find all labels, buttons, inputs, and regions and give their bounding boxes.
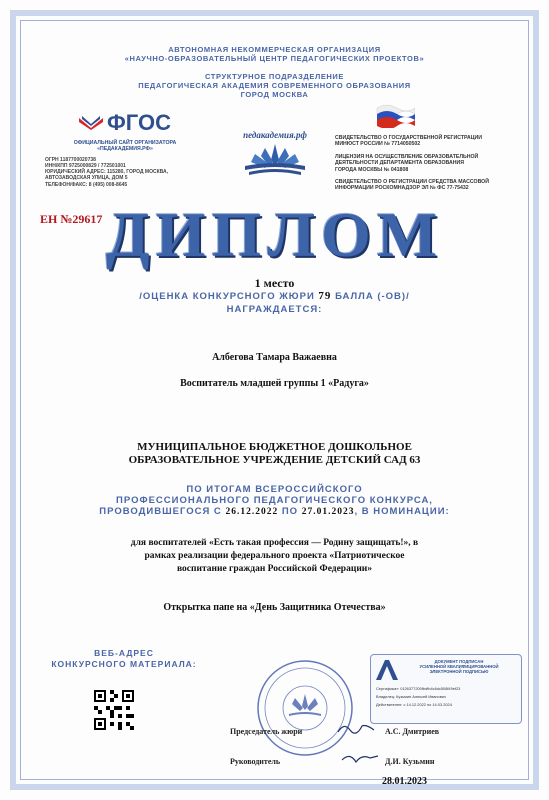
- registration-block-1: [335, 135, 515, 148]
- book-lotus-icon: [235, 140, 315, 178]
- web-label-line-1: ВЕБ-АДРЕС: [94, 648, 154, 658]
- e-sign-title-1: ДОКУМЕНТ ПОДПИСАН: [434, 659, 484, 664]
- nomination-line-2: рамках реализации федерального проекта «Патриотическое: [144, 551, 405, 561]
- e-sign-owner: Владелец: Кузьмин Алексей Иванович: [376, 694, 446, 699]
- e-sign-valid: Действителен: с 14.12.2022 по 14.03.2024: [376, 702, 452, 707]
- detail-line: ИНН/КПП 9725000829 / 772501001: [45, 163, 126, 170]
- web-label-line-2: КОНКУРСНОГО МАТЕРИАЛА:: [51, 659, 197, 669]
- left-info: [45, 110, 205, 188]
- site-label: [45, 140, 205, 153]
- e-signature-box: [370, 654, 522, 724]
- score-suffix: БАЛЛА (-ОВ)/: [335, 291, 410, 302]
- jury-name: А.С. Дмитриев: [385, 727, 440, 736]
- recipient-name: Албегова Тамара Важаевна: [212, 352, 337, 363]
- institution-line-1: МУНИЦИПАЛЬНОЕ БЮДЖЕТНОЕ ДОШКОЛЬНОЕ: [137, 441, 412, 453]
- date-from: 26.12.2022: [225, 507, 279, 517]
- signature-icon: [336, 720, 376, 736]
- detail-line: АВТОЗАВОДСКАЯ УЛИЦА, ДОМ 5: [45, 175, 128, 182]
- sub-line-1: СТРУКТУРНОЕ ПОДРАЗДЕЛЕНИЕ: [204, 72, 345, 81]
- sub-line-2: ПЕДАГОГИЧЕСКАЯ АКАДЕМИЯ СОВРЕМЕННОГО ОБРАЗОВАНИЯ: [138, 81, 411, 90]
- russian-flag-icon: [375, 102, 415, 128]
- org-header: [0, 45, 549, 63]
- e-sign-title: [401, 659, 517, 675]
- web-address-label: [44, 648, 204, 670]
- score-line: [0, 291, 549, 302]
- contest-line-3-c: , В НОМИНАЦИИ:: [354, 506, 450, 517]
- academy-logo-text: педакадемия.рф: [243, 130, 307, 140]
- reg-line: ГОРОДА МОСКВЫ № 041808: [335, 166, 409, 173]
- contest-line-1: ПО ИТОГАМ ВСЕРОССИЙСКОГО: [186, 484, 363, 495]
- work-title: Открытка папе на «День Защитника Отечества»: [163, 602, 386, 613]
- detail-line: ТЕЛЕФОН/ФАКС: 8 (495) 008-8645: [45, 181, 128, 188]
- issue-date: 28.01.2023: [382, 776, 427, 787]
- reg-line: СВИДЕТЕЛЬСТВО О РЕГИСТРАЦИИ СРЕДСТВА МАССОВОЙ: [335, 179, 489, 186]
- e-sign-title-3: ЭЛЕКТРОННОЙ ПОДПИСЬЮ: [429, 669, 489, 675]
- diploma-title: ДИПЛОМ: [105, 199, 444, 270]
- head-label: Руководитель: [230, 757, 281, 766]
- e-sign-logo-icon: [376, 660, 398, 680]
- org-line-2: «НАУЧНО-ОБРАЗОВАТЕЛЬНЫЙ ЦЕНТР ПЕДАГОГИЧЕСКИХ ПРОЕКТОВ»: [124, 54, 425, 63]
- license-block: [335, 154, 515, 173]
- reg-line: ДЕЯТЕЛЬНОСТИ ДЕПАРТАМЕНТА ОБРАЗОВАНИЯ: [335, 160, 464, 167]
- contest-line-3: [0, 506, 549, 518]
- head-name: Д.И. Кузьмин: [385, 757, 435, 766]
- qr-code-icon[interactable]: [94, 690, 134, 730]
- site-line-2: «ПЕДАКАДЕМИЯ.РФ»: [97, 146, 153, 153]
- reg-line: ИНФОРМАЦИИ РОСКОМНАДЗОР ЭЛ № ФС 77-75432: [335, 185, 469, 192]
- contest-line-2: ПРОФЕССИОНАЛЬНОГО ПЕДАГОГИЧЕСКОГО КОНКУРСА,: [116, 495, 433, 506]
- institution: [0, 441, 549, 467]
- reg-line: МИНЮСТ РОССИИ № 7714050502: [335, 141, 421, 148]
- detail-line: ЮРИДИЧЕСКИЙ АДРЕС: 115280, ГОРОД МОСКВА,: [45, 169, 168, 176]
- fgos-text: ФГОС: [107, 110, 171, 135]
- academy-logo: [230, 130, 320, 183]
- e-sign-details: [376, 685, 517, 709]
- e-sign-cert: Сертификат: 0126377200fbdfb4c6dc508f49ef23: [376, 686, 461, 691]
- org-details: [45, 157, 205, 188]
- right-info: [335, 102, 515, 192]
- institution-line-2: ОБРАЗОВАТЕЛЬНОЕ УЧРЕЖДЕНИЕ ДЕТСКИЙ САД 63: [128, 454, 421, 466]
- nomination-line-1: для воспитателей «Есть такая профессия — Родину защищать!», в: [130, 538, 419, 548]
- fgos-logo: [45, 110, 205, 136]
- sub-line-3: ГОРОД МОСКВА: [240, 90, 309, 99]
- date-to: 27.01.2023: [301, 507, 355, 517]
- contest-line-3-b: ПО: [281, 506, 299, 517]
- subdivision-header: [0, 72, 549, 99]
- e-sign-title-2: УСИЛЕННОЙ КВАЛИФИЦИРОВАННОЙ: [419, 664, 499, 670]
- site-line-1: ОФИЦИАЛЬНЫЙ САЙТ ОРГАНИЗАТОРА: [73, 140, 177, 146]
- place: 1 место: [254, 276, 295, 290]
- chevron-logo-icon: [79, 116, 103, 130]
- contest-line-3-a: ПРОВОДИВШЕГОСЯ С: [99, 506, 222, 517]
- organization-stamp-icon: [255, 658, 355, 758]
- nomination: [0, 537, 549, 576]
- serial-number: ЕН №29617: [40, 212, 103, 226]
- org-line-1: АВТОНОМНАЯ НЕКОММЕРЧЕСКАЯ ОРГАНИЗАЦИЯ: [168, 45, 381, 54]
- reg-line: ЛИЦЕНЗИЯ НА ОСУЩЕСТВЛЕНИЕ ОБРАЗОВАТЕЛЬНОЙ: [335, 153, 479, 160]
- jury-label: Председатель жюри: [230, 727, 303, 736]
- signature-icon: [340, 750, 380, 766]
- nomination-line-3: воспитание граждан Российской Федерации»: [176, 564, 373, 574]
- awarded-label: НАГРАЖДАЕТСЯ:: [226, 304, 323, 315]
- recipient-position: Воспитатель младшей группы 1 «Радуга»: [180, 378, 369, 389]
- score-value: 79: [318, 290, 332, 302]
- contest-description: [0, 484, 549, 518]
- score-prefix: /ОЦЕНКА КОНКУРСНОГО ЖЮРИ: [139, 291, 315, 302]
- detail-line: ОГРН 1187700020738: [45, 156, 96, 163]
- reg-line: СВИДЕТЕЛЬСТВО О ГОСУДАРСТВЕННОЙ РЕГИСТРАЦИИ: [335, 135, 482, 141]
- media-registration-block: [335, 179, 515, 192]
